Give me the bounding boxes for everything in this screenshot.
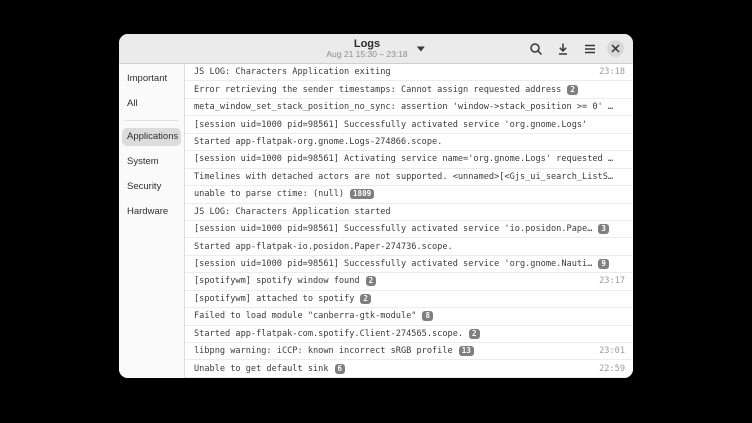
log-message: Started app-flatpak-io.posidon.Paper-274736.scope. bbox=[194, 241, 453, 252]
log-message: [session uid=1000 pid=98561] Activating service name='org.gnome.Logs' requested … bbox=[194, 154, 614, 165]
sidebar-item-applications[interactable]: Applications bbox=[122, 128, 181, 146]
count-badge: 6 bbox=[335, 364, 346, 374]
count-badge: 13 bbox=[459, 346, 474, 356]
close-button[interactable] bbox=[607, 40, 624, 57]
count-badge: 2 bbox=[366, 276, 377, 286]
log-message: unable to parse ctime: (null) bbox=[194, 189, 345, 200]
count-badge: 8 bbox=[422, 311, 433, 321]
log-message: [session uid=1000 pid=98561] Successfully activated service 'org.gnome.Logs' bbox=[194, 119, 588, 130]
log-message: [session uid=1000 pid=98561] Successfully activated service 'io.posidon.Pape… bbox=[194, 224, 593, 235]
log-row[interactable] bbox=[185, 169, 633, 186]
log-list bbox=[185, 64, 633, 378]
search-icon bbox=[529, 42, 543, 56]
log-message: Failed to load module "canberra-gtk-module" bbox=[194, 311, 417, 322]
count-badge: 2 bbox=[469, 329, 480, 339]
timestamp: 23:18 bbox=[599, 67, 625, 78]
sidebar-item-system[interactable]: System bbox=[127, 156, 159, 167]
log-row[interactable] bbox=[185, 81, 633, 98]
log-message: [spotifywm] attached to spotify bbox=[194, 293, 355, 304]
search-button[interactable] bbox=[526, 39, 546, 59]
timestamp: 22:59 bbox=[599, 363, 625, 374]
log-message: libpng warning: iCCP: known incorrect sRGB profile bbox=[194, 346, 453, 357]
category-sidebar bbox=[119, 64, 185, 378]
count-badge: 1809 bbox=[350, 189, 374, 199]
sidebar-item-security[interactable]: Security bbox=[127, 181, 162, 192]
log-row[interactable] bbox=[185, 99, 633, 116]
logs-window bbox=[119, 34, 633, 378]
log-row[interactable] bbox=[185, 326, 633, 343]
log-row[interactable] bbox=[185, 151, 633, 168]
log-message: Unable to get default sink bbox=[194, 363, 329, 374]
time-range-dropdown[interactable] bbox=[322, 34, 429, 63]
log-row[interactable] bbox=[185, 343, 633, 360]
log-row[interactable] bbox=[185, 273, 633, 290]
log-message: Started app-flatpak-org.gnome.Logs-274866.scope. bbox=[194, 136, 443, 147]
log-row[interactable] bbox=[185, 64, 633, 81]
log-row[interactable] bbox=[185, 308, 633, 325]
timestamp: 23:17 bbox=[599, 276, 625, 287]
log-message: Timelines with detached actors are not supported. <unnamed>[<Gjs_ui_search_ListS… bbox=[194, 171, 614, 182]
log-row[interactable] bbox=[185, 186, 633, 203]
sidebar-item-all[interactable]: All bbox=[127, 98, 138, 109]
close-icon bbox=[611, 44, 620, 53]
log-message: JS LOG: Characters Application started bbox=[194, 206, 391, 217]
count-badge: 9 bbox=[598, 259, 609, 269]
title-block bbox=[326, 38, 407, 59]
log-row[interactable] bbox=[185, 116, 633, 133]
window-body bbox=[119, 64, 633, 378]
log-message: [spotifywm] spotify window found bbox=[194, 276, 360, 287]
count-badge: 3 bbox=[598, 224, 609, 234]
menu-button[interactable] bbox=[580, 39, 600, 59]
titlebar-actions bbox=[526, 34, 624, 63]
log-message: Error retrieving the sender timestamps: Cannot assign requested address bbox=[194, 84, 562, 95]
date-range-label: Aug 21 15:30 – 23:18 bbox=[326, 48, 408, 59]
menu-icon bbox=[583, 42, 597, 56]
log-row[interactable] bbox=[185, 238, 633, 255]
timestamp: 23:01 bbox=[599, 346, 625, 357]
count-badge: 2 bbox=[567, 85, 578, 95]
log-message: meta_window_set_stack_position_no_sync: assertion 'window->stack_position >= 0' … bbox=[194, 102, 614, 113]
app-title: Logs bbox=[353, 37, 381, 50]
log-row[interactable] bbox=[185, 134, 633, 151]
log-row[interactable] bbox=[185, 256, 633, 273]
sidebar-divider bbox=[124, 120, 179, 121]
log-message: JS LOG: Characters Application exiting bbox=[194, 67, 391, 78]
log-message: [session uid=1000 pid=98561] Successfully activated service 'org.gnome.Nauti… bbox=[194, 259, 593, 270]
titlebar bbox=[119, 34, 633, 64]
sidebar-item-hardware[interactable]: Hardware bbox=[127, 206, 169, 217]
log-row[interactable] bbox=[185, 221, 633, 238]
log-row[interactable] bbox=[185, 204, 633, 221]
log-row[interactable] bbox=[185, 291, 633, 308]
export-button[interactable] bbox=[553, 39, 573, 59]
count-badge: 2 bbox=[360, 294, 371, 304]
chevron-down-icon bbox=[417, 46, 426, 52]
log-message: Started app-flatpak-com.spotify.Client-274565.scope. bbox=[194, 328, 464, 339]
export-icon bbox=[556, 42, 570, 56]
log-row[interactable] bbox=[185, 360, 633, 377]
sidebar-item-important[interactable]: Important bbox=[127, 73, 168, 84]
